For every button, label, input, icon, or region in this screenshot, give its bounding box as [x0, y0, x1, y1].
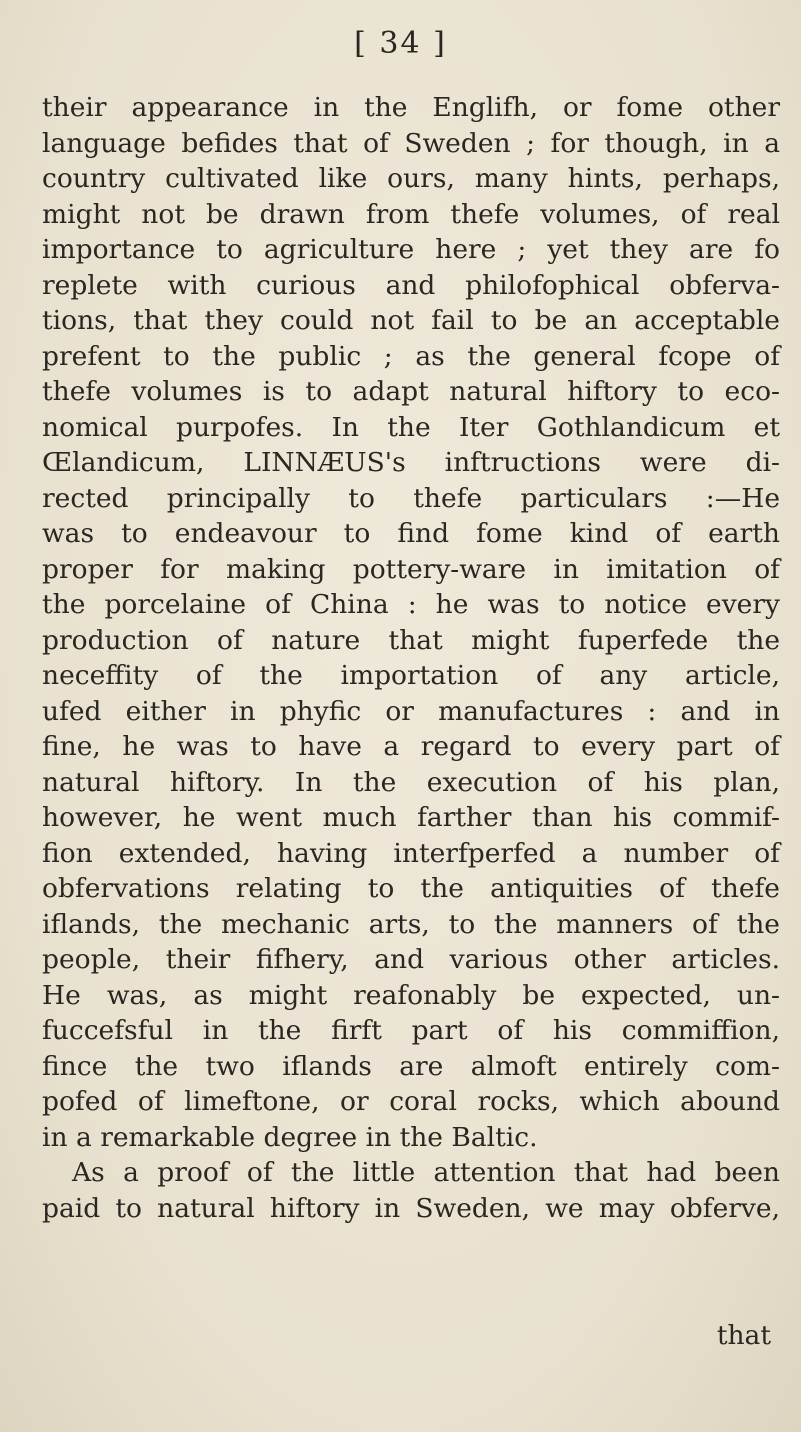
- text-line: their appearance in the Englifh, or fome other: [42, 92, 780, 123]
- text-line: obfervations relating to the antiquities of thefe: [42, 873, 780, 904]
- text-line: As a proof of the little attention that had been: [72, 1157, 780, 1188]
- text-line: pofed of limeftone, or coral rocks, which abound: [42, 1086, 780, 1117]
- text-line: however, he went much farther than his commif-: [42, 802, 780, 833]
- text-line: fince the two iflands are almoft entirely com-: [42, 1050, 780, 1082]
- text-line: importance to agriculture here ; yet they are fo: [42, 234, 780, 265]
- text-line: fine, he was to have a regard to every part of: [42, 731, 780, 762]
- text-line: prefent to the public ; as the general fcope of: [42, 340, 780, 372]
- text-line: Œlandicum, LINNÆUS's inftructions were di-: [42, 447, 780, 478]
- text-line: nomical purpofes. In the Iter Gothlandicum et: [42, 411, 780, 443]
- text-line: language befides that of Sweden ; for though, in a: [42, 127, 780, 159]
- catchword: that: [716, 1320, 771, 1351]
- text-line: ufed either in phyfic or manufactures : and in: [42, 695, 780, 727]
- text-line: the porcelaine of China : he was to notice every: [42, 589, 780, 620]
- text-line: rected principally to thefe particulars :—He: [42, 482, 780, 514]
- text-line: fion extended, having interfperfed a number of: [42, 837, 780, 869]
- text-line: replete with curious and philofophical obferva-: [42, 269, 780, 301]
- text-line: people, their fifhery, and various other articles.: [42, 944, 780, 975]
- text-line: natural hiftory. In the execution of his plan,: [42, 766, 780, 798]
- text-line: proper for making pottery-ware in imitation of: [42, 553, 780, 585]
- text-line: might not be drawn from thefe volumes, of real: [42, 198, 780, 230]
- text-line: country cultivated like ours, many hints, perhaps,: [42, 163, 780, 194]
- text-line: neceffity of the importation of any article,: [42, 660, 780, 691]
- text-line: fuccefsful in the firft part of his commiffion,: [42, 1015, 780, 1046]
- text-line: iflands, the mechanic arts, to the manners of the: [42, 908, 780, 940]
- text-line: He was, as might reafonably be expected, un-: [42, 979, 780, 1011]
- page-number: [ 34 ]: [354, 26, 447, 61]
- text-line: was to endeavour to find fome kind of earth: [42, 518, 780, 549]
- text-line: production of nature that might fuperfede the: [42, 624, 780, 656]
- text-line: tions, that they could not fail to be an acceptable: [42, 305, 780, 336]
- body-text: [42, 90, 780, 1226]
- text-line: paid to natural hiftory in Sweden, we may obferve,: [42, 1192, 780, 1224]
- text-line: in a remarkable degree in the Baltic.: [42, 1121, 538, 1153]
- text-line: thefe volumes is to adapt natural hiftory to eco-: [42, 376, 780, 407]
